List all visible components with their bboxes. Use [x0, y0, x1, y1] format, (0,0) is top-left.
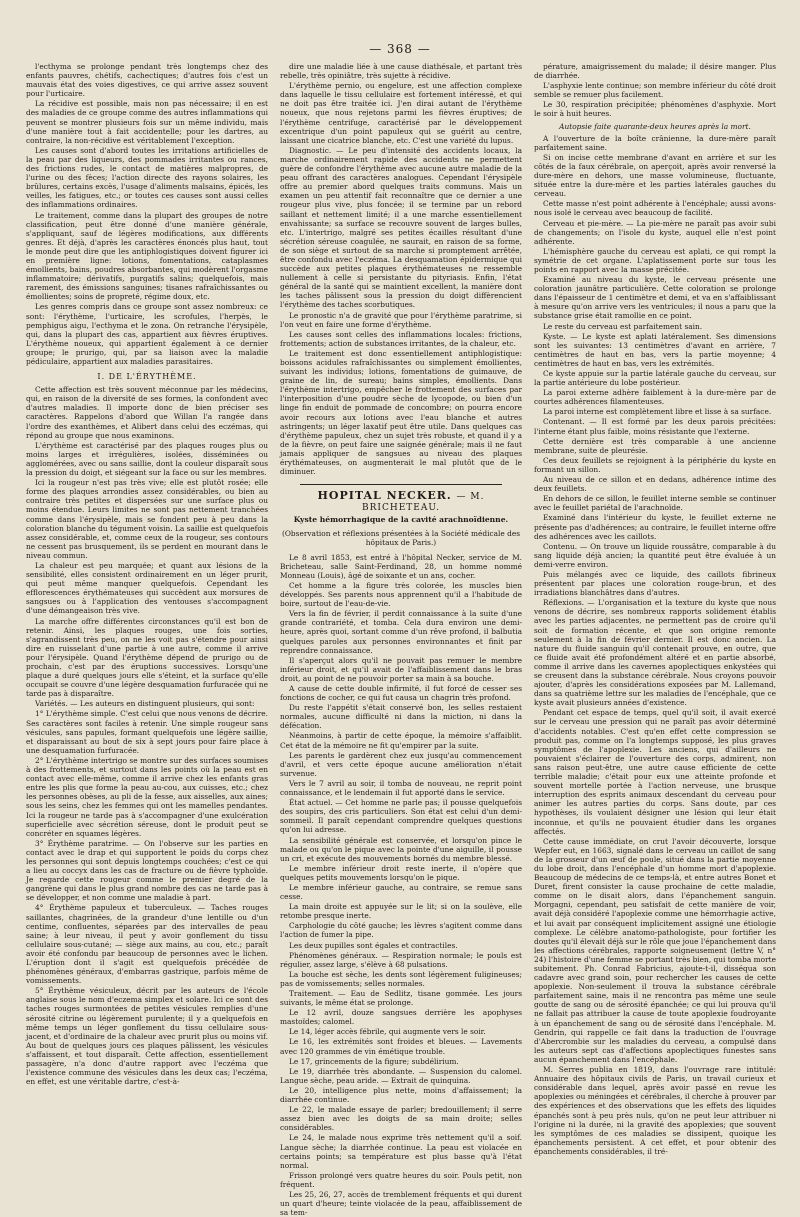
case-title: Kyste hémorrhagique de la cavité arachnoïdienne. [293, 515, 509, 525]
paragraph: Les 25, 26, 27, accès de tremblement fréquents et qui durent un quart d'heure; teinte violacée de la peau, affaiblissement de sa tem- [280, 1189, 522, 1217]
paragraph: L'asphyxie lente continue; son membre inférieur du côté droit semble se remuer plus facilement. [534, 81, 776, 100]
paragraph: La paroi externe adhère faiblement à la dure-mère par de courtes adhérences filamenteuses. [534, 388, 776, 407]
hospital-heading [280, 491, 522, 513]
paragraph: 2° L'érythème intertrigo se montre sur des surfaces soumises à des frottements, et surtout dans les points où la peau est en contact avec elle-même, comme il arrive chez les enfants gras entre les plis que forme la peau au-cou, aux cuisses, etc.; chez les personnes obèses, au pli de la fesse, aux aisselles, aux aines; sous les seins, chez les femmes qui ont les mamelles pendantes. Ici la rougeur ne tarde pas à s'accompagner d'une exulcération superficielle avec sécrétion séreuse, dont le produit peut se concréter en squames légères. [26, 755, 268, 838]
paragraph: État actuel. — Cet homme ne parle pas; il pousse quelquefois des soupirs, des cris particuliers. Son état est celui d'un demi-sommeil. Il paraît cependant comprendre quelques questions qu'on lui adresse. [280, 798, 522, 835]
paragraph: Examiné au niveau du kyste, le cerveau présente une coloration jaunâtre particulière. Cette coloration se prolonge dans l'épaisseur de 1 centimètre et demi, et va en s'affaiblissant à mesure qu'on arrive vers les ventricules; il nous a paru que la substance grise était ramollie en ce point. [534, 275, 776, 321]
paragraph: Cerveau et pie-mère. — La pie-mère ne paraît pas avoir subi de changements; on l'isole du kyste, auquel elle n'est point adhérente. [534, 218, 776, 246]
paragraph: Le 30, respiration précipitée; phénomènes d'asphyxie. Mort le soir à huit heures. [534, 100, 776, 119]
paragraph: Le 24, le malade nous exprime très nettement qu'il a soif. Langue sèche; la diarrhée continue. La peau est violacée en certains points; sa température est plus basse qu'à l'état normal. [280, 1133, 522, 1170]
paragraph: La paroi interne est complètement libre et lisse à sa surface. [543, 407, 772, 417]
paragraph: Les causes sont celles des inflammations locales: frictions, frottements; action de substances irritantes, de la chaleur, etc. [280, 329, 522, 348]
paragraph: M. Serres publia en 1819, dans l'ouvrage rare intitulé: Annuaire des hôpitaux civils de Paris, un travail curieux et considérable dans lequel, après avoir passé en revue les apoplexies ou méningées et cérébrales, il cherche à prouver par des expériences et des observations que les effets des liquides épanchés sont à peu près nuls, qu'on ne peut leur attribuer ni l'origine ni la durée, ni la gravité des apoplexies; que souvent les symptômes de ces maladies se dissipent, quoique les épanchements persistent. A cet effet, et pour obtenir des épanchements considérables, il tré- [534, 1065, 776, 1156]
paragraph: Le membre inférieur gauche, au contraire, se remue sans cesse. [280, 882, 522, 902]
paragraph: La marche offre différentes circonstances qu'il est bon de retenir. Ainsi, les plaques rouges, une fois sorties, s'agrandissent très peu, on ne les voit pas s'étendre pour ainsi dire en ruisselant d'une partie à une autre, comme il arrive pour l'érysipèle. Quand l'érythème dépend de prurigo ou de prochain, c'est par des éruptions successives. Lorsqu'une plaque a duré quelques jours elle s'éteint, et la surface qu'elle occupait se couvre d'une légère desquamation furfuracée qui ne tarde pas à disparaître. [26, 616, 268, 699]
paragraph: Réflexions. — L'organisation et la texture du kyste que nous venons de décrire, ses nombreux rapports solidement établis avec les parties adjacentes, ne permettent pas de croire qu'il soit de formation récente, et que son origine remonte seulement à la fin de février dernier. Il est donc ancien. La nature du fluide sanguin qu'il contenait prouve, en outre, que ce fluide avait été profondément altéré et en partie absorbé, comme il arrive dans les cavernes apoplectiques enkystées qui se creusent dans la substance cérébrale. Nous croyons pouvoir ajouter, d'après les considérations exposées par M. Lallemand, dans sa quatrième lettre sur les maladies de l'encéphale, que ce kyste avait plusieurs années d'existence. [534, 598, 776, 708]
paragraph: La main droite est appuyée sur le lit; si on la soulève, elle retombe presque inerte. [280, 902, 522, 921]
paragraph: 1° L'érythème simple. C'est celui que nous venons de décrire. Ses caractères sont faciles à retenir. Une simple rougeur sans vésicules, sans papules, formant quelquefois une légère saillie, et disparaissant au bout de six à sept jours pour faire place à une desquamation furfuracée. [26, 709, 268, 755]
paragraph: Les causes sont d'abord toutes les irritations artificielles de la peau par des liqueurs, des pommades irritantes ou rances, des frictions rudes, le contact de matières malpropres, de l'urine ou des fèces; l'action directe des rayons solaires, les brûlures, certains excès, l'usage d'aliments malsains, épicés, les veilles, les fatigues, etc.; or toutes ces causes sont aussi celles des inflammations ordinaires. [26, 145, 268, 210]
paragraph: A cause de cette double infirmité, il fut forcé de cesser ses fonctions de cocher, ce qui fut causa un chagrin très profond. [280, 684, 522, 703]
column-3 [534, 62, 776, 1160]
paragraph: Les genres compris dans ce groupe sont assez nombreux: ce sont: l'érythème, l'urticaire, les scrofules, l'herpès, le pemphigus aigu, l'ecthyma et le zona. On retranche l'érysipèle, qui, dans la plupart des cas, appartient aux fièvres éruptives. L'érythème noueux, qui appartient également à ce dernier groupe; le prurigo, qui, par sa liaison avec la maladie pédiculaire, appartient aux maladies parasitaires. [26, 302, 268, 366]
paragraph: pérature, amaigrissement du malade; il désire manger. Plus de diarrhée. [534, 62, 776, 81]
paragraph: Ces deux feuillets se rejoignent à la périphérie du kyste en formant un sillon. [534, 455, 776, 474]
paragraph: Ici la rougeur n'est pas très vive; elle est plutôt rosée; elle forme des plaques arrondies assez considérables, ou bien au contraire très petites et dispersées sur une surface plus ou moins étendue. Leurs limites ne sont pas nettement tranchées comme dans l'érysipèle, mais se fondent peu à peu dans la coloration blanche du tégument voisin. La saillie est quelquefois assez considérable, et, comme ceux de la rougeur, ses contours ne cessent pas brusquement, ils se perdent en mourant dans le niveau commun. [26, 478, 268, 560]
paragraph: L'érythème pernio, ou engelure, est une affection complexe dans laquelle le tissu cellulaire est fortement intéressé, et qui ne doit pas être traitée ici. J'en dirai autant de l'érythème noueux, que nous rejetons parmi les fièvres éruptives; de l'érythème centrifuge, caractérisé par le développement excentrique d'un point papuleux qui se guérit au centre, laissant une cicatrice blanche, etc. C'est une variété du lupus. [280, 81, 522, 145]
paragraph: La sensibilité générale est conservée, et lorsqu'on pince le malade ou qu'on le pique avec la pointe d'une aiguille, il pousse un cri, et exécute des mouvements bornés du membre blessé. [280, 835, 522, 863]
paragraph: Si on incise cette membrane d'avant en arrière et sur les côtés de la faux cérébrale, on aperçoit, après avoir renversé la dure-mère en dehors, une masse volumineuse, fluctuante, située entre la dure-mère et les parties latérales gauches du cerveau. [534, 152, 776, 199]
paragraph: Le 22, le malade essaye de parler; bredouillement; il serre assez bien avec les doigts de sa main droite; selles considérables. [280, 1105, 522, 1133]
paragraph: 3° Érythème paratrime. — On l'observe sur les parties en contact avec le drap et qui supportent le poids du corps chez les personnes qui sont depuis longtemps couchées; c'est ce qui a lieu au coccyx dans les cas de fracture ou de fièvre typhoïde. Je regarde cette rougeur comme le premier degré de la gangrène qui dans le plus grand nombre des cas ne tarde pas à se développer, et non comme une maladie à part. [26, 838, 268, 903]
paragraph: Le membre inférieur droit reste inerte, il n'opère que quelques petits mouvements lorsqu'on le pique. [280, 863, 522, 882]
hospital-author: — M. BRICHETEAU. [362, 492, 485, 514]
paragraph: l'ecthyma se prolonge pendant très longtemps chez des enfants pauvres, chétifs, cachectiques; d'autres fois c'est un mauvais état des voies digestives, ce qui arrive assez souvent pour l'urticaire. [26, 62, 268, 99]
paragraph: L'érythème est caractérisé par des plaques rouges plus ou moins larges et irrégulières, isolées, disséminées ou agglomérées, avec ou sans saillie, dont la couleur disparaît sous la pression du doigt, et siégeant sur la face ou sur les membres. [26, 440, 268, 478]
paragraph: Néanmoins, à partir de cette époque, la mémoire s'affaiblit. Cet état de la mémoire ne fit qu'empirer par la suite. [280, 731, 522, 750]
paragraph: Carphologie du côté gauche; les lèvres s'agitent comme dans l'action de fumer la pipe. [280, 921, 522, 940]
paragraph: Le 14, léger accès fébrile, qui augmente vers le soir. [289, 1027, 486, 1037]
article-divider [300, 484, 502, 485]
paragraph: Le 19, diarrhée très abondante. — Suspension du calomel. Langue sèche, peau aride. — Extrait de quinquina. [280, 1066, 522, 1085]
section-title-erytheme: I. DE L'ÉRYTHÈME. [97, 372, 197, 382]
paragraph: Le 8 avril 1853, est entré à l'hôpital Necker, service de M. Bricheteau, salle Saint-Ferdinand, 28, un homme nommé Monneau (Louis), âgé de soixante et un ans, cocher. [280, 552, 522, 580]
paragraph: La bouche est sèche, les dents sont légèrement fuligineuses; pas de vomissements; selles normales. [280, 969, 522, 988]
paragraph: Pendant cet espace de temps, quel qu'il soit, il avait exercé sur le cerveau une pression qui ne paraît pas avoir déterminé d'accidents notables. C'est qu'en effet cette compression se produit pas, comme on l'a longtemps supposé, les plus graves symptômes de l'apoplexie. Les anciens, qui d'ailleurs ne pouvaient s'éclairer de l'ouverture des corps, admirent, non sans raison peut-être, une autre cause efficiente de cette terrible maladie; c'était pour eux une atteinte profonde et souvent mortelle portée à l'action nerveuse, une brusque interruption des esprits animaux descendant du cerveau pour animer les autres parties du corps. Sans doute, par ces hypothèses, ils voulaient désigner une lésion qui leur était inconnue, et qu'ils ne pouvaient étudier dans les organes affectés. [534, 708, 776, 836]
paragraph: Le traitement, comme dans la plupart des groupes de notre classification, peut être donné d'une manière générale, s'appliquant, sauf de légères modifications, aux différents genres. Et déjà, d'après les caractères énoncés plus haut, tout le monde peut dire que les antiphlogistiques doivent figurer ici en première ligne: lotions, fomentations, cataplasmes émollients, bains, poudres absorbantes, qui modèrent l'orgasme inflammatoire; dérivatifs, purgatifs salins; quelquefois, mais rarement, des émissions sanguines; tisanes rafraîchissantes ou émollientes; soins de propreté, régime doux, etc. [26, 210, 268, 302]
paragraph: Le pronostic n'a de gravité que pour l'érythème paratrime, si l'on veut en faire une forme d'érythème. [280, 310, 522, 329]
paragraph: Les parents le gardèrent chez eux jusqu'au commencement d'avril, et vers cette époque aucune amélioration n'était survenue. [280, 750, 522, 778]
hospital-title: HOPITAL NECKER. [317, 489, 452, 503]
paragraph: 5° Érythème vésiculeux, décrit par les auteurs de l'école anglaise sous le nom d'eczema simplex et solare. Ici ce sont des taches rouges surmontées de petites vésicules remplies d'une sérosité citrine ou légèrement purulente; il y a quelquefois en même temps un léger gonflement du tissu cellulaire sous-jacent, et d'ordinaire de la chaleur avec prurit plus ou moins vif. Au bout de quelques jours ces plaques pâlissent, les vésicules s'affaissent, et tout disparaît. Cette affection, essentiellement passagère, n'a donc d'autre rapport avec l'eczéma que l'existence commune des vésicules dans les deux cas; l'eczéma, en effet, est une véritable dartre, c'est-à- [26, 986, 268, 1087]
case-note: (Observation et réflexions présentées à la Société médicale des hôpitaux de Paris.) [281, 528, 521, 547]
paragraph: Cette masse n'est point adhérente à l'encéphale; aussi avons-nous isolé le cerveau avec beaucoup de facilité. [534, 199, 776, 218]
paragraph: En dehors de ce sillon, le feuillet interne semble se continuer avec le feuillet pariétal de l'arachnoïde. [534, 494, 776, 513]
paragraph: Cette cause immédiate, on crut l'avoir découverte, lorsque Wepfer eut, en 1663, signalé dans le cerveau un caillot de sang de la grosseur d'un œuf de poule, situé dans la partie moyenne du lobe droit, dans l'encéphale d'un homme mort d'apoplexie. Beaucoup de médecins de ce temps-là, et entre autres Bonet et Duret, firent consister la cause prochaine de cette maladie, comme on le disait alors, dans l'épanchement sanguin. Morgagni, cependant, peu satisfait de cette manière de voir, avait déjà considéré l'apoplexie comme une hémorrhagie active, et lui avait par conséquent implicitement assigné une étiologie complexe. Le célèbre anatomo-pathologiste, pour fortifier les doutes qu'il élevait déjà sur le rôle que joue l'épanchement dans les affections cérébrales, rapporte soigneusement (lettre V, n° 24) l'histoire d'une femme se portant très bien, qui tomba morte subitement. Ph. Conrad Fabricius, ajoute-t-il, disséqua son cadavre avec grand soin, pour rechercher les causes de cette apoplexie. Non-seulement il trouva la substance cérébrale parfaitement saine, mais il ne rencontra pas même une seule goutte de sang ou de sérosité épanchée; ce qui lui prouva qu'il ne fallait pas attribuer la cause de toute apoplexie foudroyante à un épanchement de sang ou de sérosité dans l'encéphale. M. Gendrin, qui rappelle ce fait dans la traduction de l'ouvrage d'Abercrombie sur les maladies du cerveau, a compulsé dans les auteurs sept cas d'affections apoplectiques funestes sans aucun épanchement dans l'encéphale. [534, 836, 776, 1064]
paragraph: Diagnostic. — Le peu d'intensité des accidents locaux, la marche ordinairement rapide des accidents ne permettent guère de confondre l'érythème avec aucune autre maladie de la peau offrant des caractères analogues. Cependant l'érysipèle offre au premier abord quelques traits communs. Mais un examen un peu attentif fait reconnaître que ce dernier a une rougeur plus vive, plus foncée; il se termine par un rebord saillant et nettement limité; il a une marche essentiellement envahissante; sa surface se recouvre souvent de larges bulles, etc. L'intertrigo, malgré ses petites écailles résultant d'une sécrétion séreuse coagulée, ne saurait, en raison de sa forme, de son siège et surtout de sa marche si promptement arrêtée, être confondu avec l'eczéma. La desquamation épidermique qui succède aux petites plaques érythémateuses ne ressemble nullement à celle si persistante du pityriasis. Enfin, l'état général de la santé qui se maintient excellent, la manière dont les taches pâlissent sous la pression du doigt diffèrencient l'érythème des taches scorbutiques. [280, 145, 522, 310]
paragraph: Puis mélangés avec ce liquide, des caillots fibrineux présentent par places une coloration rouge-brun, et des irradiations blanchâtres dans d'autres. [534, 569, 776, 598]
paragraph: 4° Érythème papuleux et tuberculeux. — Taches rouges saillantes, chagrinées, de la grandeur d'une lentille ou d'un centime, confluentes, séparées par des intervalles de peau saine; à leur niveau, il peut y avoir gonflement du tissu cellulaire sous-cutané; — siège aux mains, au cou, etc.; paraît avoir été confondu par beaucoup de personnes avec le lichen. L'éruption dont il s'agit est quelquefois précédée de phénomènes généraux, d'embarras gastrique, parfois même de vomissements. [26, 903, 268, 986]
paragraph: Du reste l'appétit s'était conservé bon, les selles restaient normales, aucune difficulté ni dans la miction, ni dans la défécation. [280, 703, 522, 731]
paragraph: Contenant. — Il est formé par les deux parois précitées: l'interne étant plus faible, moins résistante que l'externe. [534, 417, 776, 436]
paragraph: Cette affection est très souvent méconnue par les médecins, qui, en raison de la diversité de ses formes, la confondent avec d'autres maladies. Il importe donc de bien préciser ses caractères. Rappelons d'abord que Willan l'a rangée dans l'ordre des exanthèmes, et Alibert dans celui des eczémas, qui répond au groupe que nous examinons. [26, 385, 268, 440]
column-1 [26, 62, 268, 1160]
paragraph: dire une maladie liée à une cause diathésale, et partant très rebelle, très opiniâtre, très sujette à récidive. [280, 62, 522, 81]
paragraph: Le 20, intelligence plus nette, moins d'affaissement; la diarrhée continue. [280, 1085, 522, 1105]
page-number: — 368 — [369, 42, 431, 56]
paragraph: La chaleur est peu marquée; et quant aux lésions de la sensibilité, elles consistent ordinairement en un léger prurit, qui peut même manquer quelquefois. Cependant les efflorescences érythémateuses qui succèdent aux morsures de sangsues ou à l'application des ventouses s'accompagnent d'une démangeaison très vive. [26, 560, 268, 616]
paragraph: Phénomènes généraux. — Respiration normale; le pouls est régulier, assez large, s'élève à 68 pulsations. [280, 950, 522, 969]
paragraph: Le 16, les extrémités sont froides et bleues. — Lavements avec 120 grammes de vin émétique trouble. [280, 1037, 522, 1056]
paragraph: Cet homme a la figure très colorée, les muscles bien développés. Ses parents nous apprennent qu'il a l'habitude de boire, surtout de l'eau-de-vie. [280, 580, 522, 609]
paragraph: Le 17, grincements de la figure; subdélirium. [289, 1056, 459, 1066]
paragraph: Il s'aperçut alors qu'il ne pouvait pas remuer le membre inférieur droit, et qu'il avait de l'affaiblissement dans le bras droit, au point de ne pouvoir porter sa main à sa bouche. [280, 655, 522, 683]
paragraph: Traitement. — Eau de Sedlitz, tisane gommée. Les jours suivants, le même état se prolonge. [280, 989, 522, 1008]
paragraph: Vers le 7 avril au soir, il tomba de nouveau, ne reprit point connaissance, et le lendemain il fut apporté dans le service. [280, 778, 522, 798]
paragraph: A l'ouverture de la boîte crânienne, la dure-mère paraît parfaitement saine. [534, 133, 776, 152]
paragraph: Au niveau de ce sillon et en dedans, adhérence intime des deux feuillets. [534, 475, 776, 494]
paragraph: Cette dernière est très comparable à une ancienne membrane, suite de pleurésie. [534, 436, 776, 455]
paragraph: Vers la fin de février, il perdit connaissance à la suite d'une grande contrariété, et tomba. Cela dura environ une demi-heure, après quoi, sortant comme d'un rêve profond, il balbutia quelques paroles aux personnes environnantes et finit par reprendre connaissance. [280, 609, 522, 655]
paragraph: Ce kyste appuie sur la partie latérale gauche du cerveau, sur la partie antérieure du lobe postérieur. [534, 369, 776, 388]
column-2 [280, 62, 522, 1217]
paragraph: Le traitement est donc essentiellement antiphlogistique: boissons acidules rafraîchissantes ou simplement émollientes, suivant les individus; lotions, fomentations de guimauve, de graine de lin, de sureau; bains simples, émollients. Dans l'érythème intertrigo, empêcher le frottement des surfaces par l'interposition d'une poudre sèche de lycopode, ou bien d'un linge fin enduit de pommade de concombre; on pourra encore avoir recours aux lotions avec l'eau blanche et autres astringents; un léger laxatif peut être utile. Dans quelques cas d'érythème papuleux, chez un sujet très robuste, et quand il y a de la fièvre, on peut faire une saignée générale; mais il ne faut jamais appliquer de sangsues au niveau des plaques érythémateuses, on augmenterait le mal plutôt que de le diminuer. [280, 348, 522, 477]
autopsy-heading: Autopsie faite quarante-deux heures après la mort. [559, 121, 751, 131]
paragraph: Frisson prolongé vers quatre heures du soir. Pouls petit, non fréquent. [280, 1170, 522, 1189]
paragraph: Variétés. — Les auteurs en distinguent plusieurs, qui sont: [35, 699, 255, 709]
paragraph: Kyste. — Le kyste est aplati latéralement. Ses dimensions sont les suivantes: 13 centimètres d'avant en arrière, 7 centimètres de haut en bas, vers la partie moyenne; 4 centimètres de haut en bas, vers les extrémités. [534, 331, 776, 368]
paragraph: Les deux pupilles sont égales et contractiles. [289, 940, 458, 950]
paragraph: Contenu. — On trouve un liquide roussâtre, comparable à du sang liquide déjà ancien; la quantité peut être évaluée à un demi-verre environ. [534, 541, 776, 569]
paragraph: Examiné dans l'intérieur du kyste, le feuillet externe ne présente pas d'adhérences; au contraire, le feuillet interne offre des adhérences avec les caillots. [534, 513, 776, 541]
paragraph: Le 12 avril, douze sangsues derrière les apophyses mastoïdes; calomel. [280, 1008, 522, 1027]
paragraph: Le reste du cerveau est parfaitement sain. [543, 321, 703, 331]
paragraph: La récidive est possible, mais non pas nécessaire; il en est des maladies de ce groupe comme des autres inflammations qui peuvent se montrer plusieurs fois sur un même individu, mais d'une manière tout à fait accidentelle; pour les dartres, au contraire, la non-récidive est véritablement l'exception. [26, 99, 268, 145]
paragraph: L'hémisphère gauche du cerveau est aplati, ce qui rompt la symétrie de cet organe. L'aplatissement porte sur tous les points en rapport avec la masse précitée. [534, 246, 776, 274]
